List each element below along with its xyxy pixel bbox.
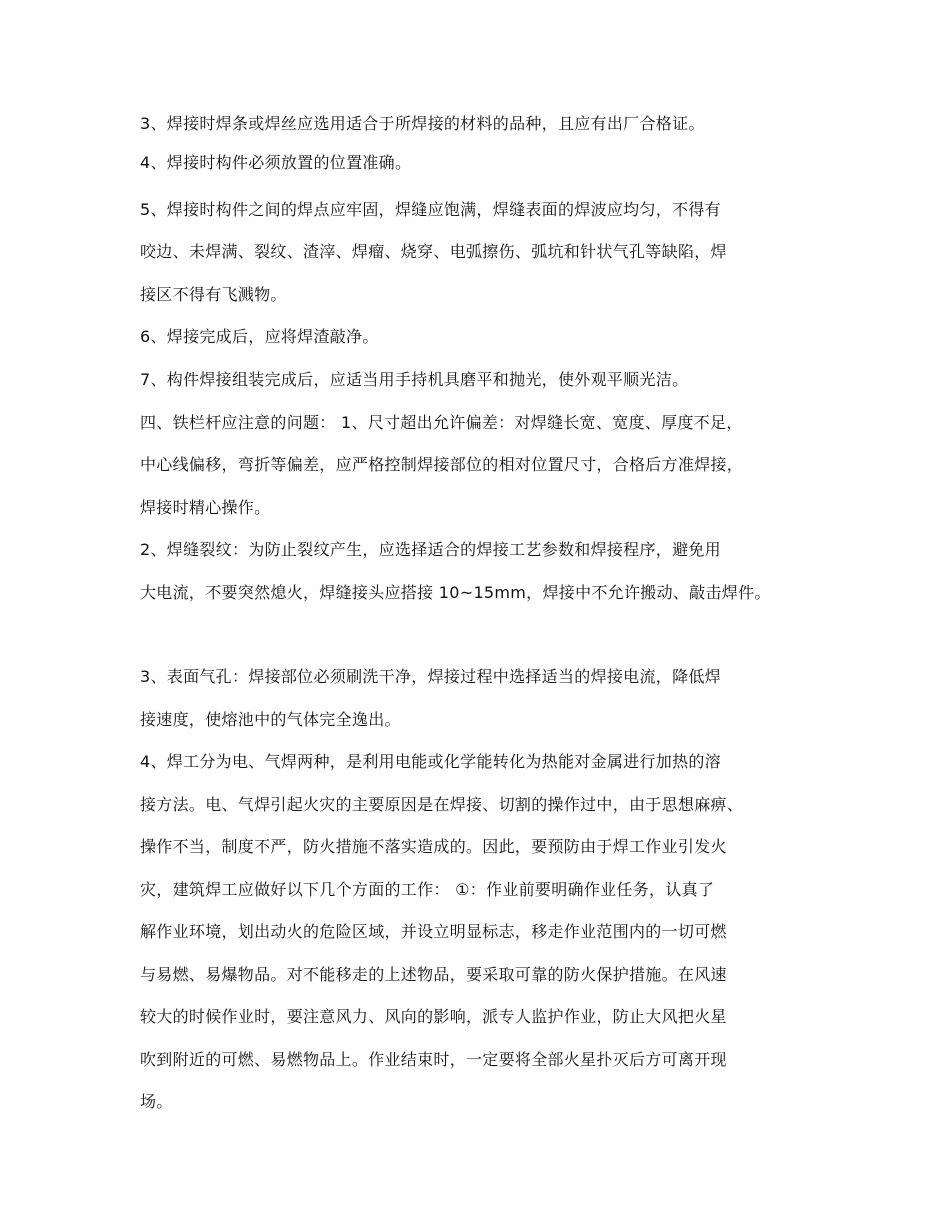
text-line: 与易燃、易爆物品。对不能移走的上述物品，要采取可靠的防火保护措施。在风速 (140, 965, 727, 984)
text-line: 咬边、未焊满、裂纹、渣滓、焊瘤、烧穿、电弧擦伤、弧坑和针状气孔等缺陷，焊 (140, 242, 727, 261)
text-line: 较大的时候作业时，要注意风力、风向的影响，派专人监护作业，防止大风把火星 (140, 1007, 727, 1026)
text-line: 7、构件焊接组装完成后，应适当用手持机具磨平和抛光，使外观平顺光洁。 (140, 370, 689, 389)
text-line: 3、焊接时焊条或焊丝应选用适合于所焊接的材料的品种，且应有出厂合格证。 (140, 114, 705, 133)
text-line: 4、焊接时构件必须放置的位置准确。 (140, 153, 412, 172)
text-line: 4、焊工分为电、气焊两种，是利用电能或化学能转化为热能对金属进行加热的溶 (140, 752, 721, 771)
text-line: 解作业环境，划出动火的危险区域，并设立明显标志，移走作业范围内的一切可燃 (140, 922, 727, 941)
text-line: 接速度，使熔池中的气体完全逸出。 (140, 710, 401, 729)
text-line: 3、表面气孔：焊接部位必须刷洗干净，焊接过程中选择适当的焊接电流，降低焊 (140, 667, 721, 686)
text-line: 中心线偏移，弯折等偏差，应严格控制焊接部位的相对位置尺寸，合格后方准焊接， (140, 455, 744, 474)
text-line: 大电流，不要突然熄火，焊缝接头应搭接 10~15mm，焊接中不允许搬动、敲击焊件。 (140, 583, 771, 602)
text-line: 四、铁栏杆应注意的问题： 1、尺寸超出允许偏差：对焊缝长宽、宽度、厚度不足， (140, 413, 743, 432)
text-line: 2、焊缝裂纹：为防止裂纹产生，应选择适合的焊接工艺参数和焊接程序，避免用 (140, 540, 721, 559)
text-line: 操作不当，制度不严，防火措施不落实造成的。因此，要预防由于焊工作业引发火 (140, 837, 727, 856)
text-line: 吹到附近的可燃、易燃物品上。作业结束时，一定要将全部火星扑灭后方可离开现 (140, 1050, 727, 1069)
text-line: 接区不得有飞溅物。 (140, 285, 287, 304)
text-line: 灾，建筑焊工应做好以下几个方面的工作： ①：作业前要明确作业任务，认真了 (140, 880, 715, 899)
text-line: 焊接时精心操作。 (140, 498, 271, 517)
text-line: 接方法。电、气焊引起火灾的主要原因是在焊接、切割的操作过中，由于思想麻痹、 (140, 795, 744, 814)
text-line: 6、焊接完成后，应将焊渣敲净。 (140, 327, 379, 346)
text-line: 5、焊接时构件之间的焊点应牢固，焊缝应饱满，焊缝表面的焊波应均匀，不得有 (140, 200, 721, 219)
text-line: 场。 (140, 1092, 173, 1111)
